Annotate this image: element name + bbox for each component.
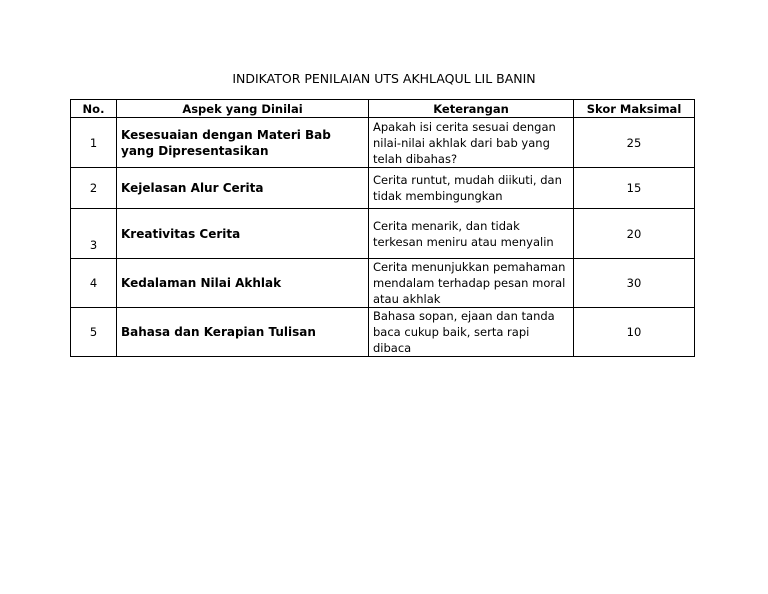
row-number: 4 [71,259,117,308]
header-keterangan: Keterangan [369,100,574,118]
table-row [71,118,695,168]
table-row [71,168,695,209]
row-number: 2 [71,168,117,209]
row-skor: 25 [574,118,695,168]
row-number: 1 [71,118,117,168]
row-skor: 15 [574,168,695,209]
row-skor: 20 [574,209,695,259]
header-skor: Skor Maksimal [574,100,695,118]
row-aspek: Kedalaman Nilai Akhlak [117,259,369,308]
row-aspek: Bahasa dan Kerapian Tulisan [117,308,369,357]
table-header-row [71,100,695,118]
row-aspek: Kreativitas Cerita [117,209,369,259]
row-keterangan: Cerita runtut, mudah diikuti, dan tidak membingungkan [369,168,574,209]
row-skor: 10 [574,308,695,357]
row-skor: 30 [574,259,695,308]
row-number: 3 [71,209,117,259]
row-keterangan: Apakah isi cerita sesuai dengan nilai-nilai akhlak dari bab yang telah dibahas? [369,118,574,168]
row-keterangan: Cerita menunjukkan pemahaman mendalam terhadap pesan moral atau akhlak [369,259,574,308]
header-no: No. [71,100,117,118]
page-title: INDIKATOR PENILAIAN UTS AKHLAQUL LIL BANIN [232,71,536,86]
table-row [71,308,695,357]
assessment-table [70,99,695,357]
row-aspek: Kesesuaian dengan Materi Bab yang Dipresentasikan [117,118,369,168]
table-row [71,209,695,259]
header-aspek: Aspek yang Dinilai [117,100,369,118]
row-aspek: Kejelasan Alur Cerita [117,168,369,209]
table-row [71,259,695,308]
row-keterangan: Cerita menarik, dan tidak terkesan meniru atau menyalin [369,209,574,259]
row-number: 5 [71,308,117,357]
row-keterangan: Bahasa sopan, ejaan dan tanda baca cukup baik, serta rapi dibaca [369,308,574,357]
